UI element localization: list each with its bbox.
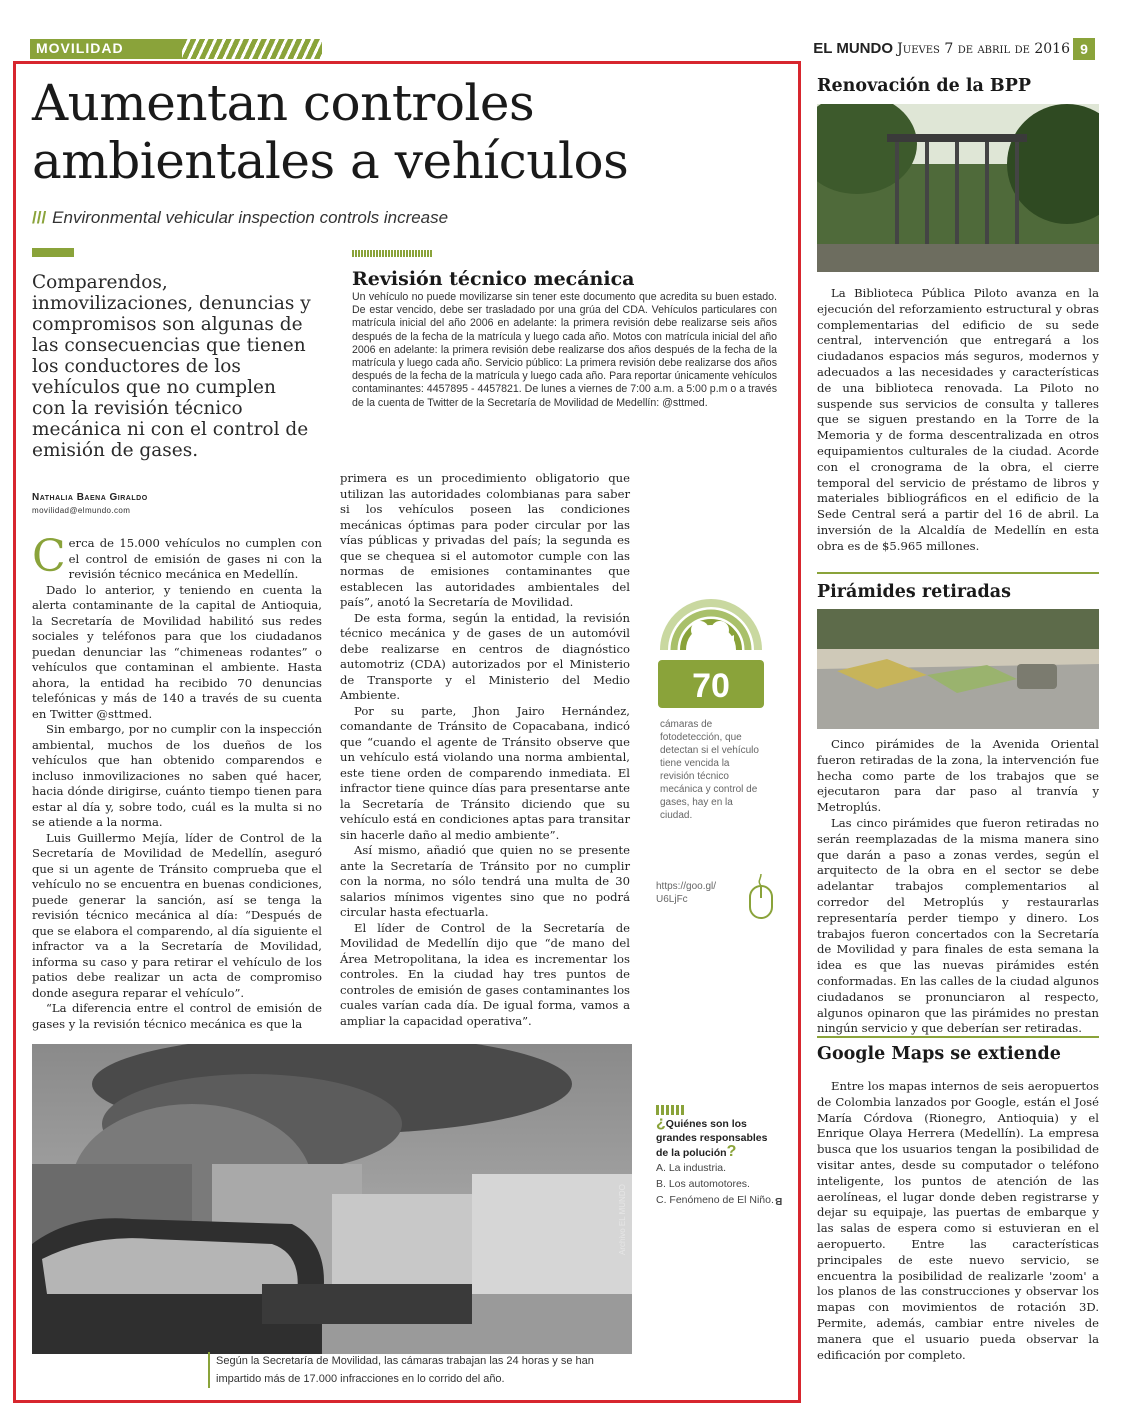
link-line-2[interactable]: U6LjFc [656,894,688,905]
sidebar-text-bpp: La Biblioteca Pública Piloto avanza en la ejecución del reforzamiento estructural y obras complementarias del edificio de su sede central, intervención que entregará a los ciudadanos espacios más seguros, modernos y adecuados a las necesidades y características de una biblioteca renovada. La Piloto no suspende sus servicios de consulta y talleres que se siguen prestando en la Torre de la Memoria y de forma descentralizada en otros equipamientos culturales de la ciudad. Acorde con el cronograma de la obra, el cierre temporal del servicio de préstamo de libros y materiales bibliográficos en el edificio de la Sede Central será a partir del 16 de abril. La inversión de la Alcaldía de Medellín en esta obra es de $5.965 millones. [817,286,1099,553]
article-paragraph: El líder de Control de la Secretaría de Movilidad de Medellín dijo que “de mano del Área Metropolitana, la idea es incrementar los controles. En la ciudad hay tres puntos de controles de emisión de gases contaminantes los cuales varían cada día. De igual forma, vamos a ampliar la capacidad operativa”. [340,920,630,1028]
library-photo [817,104,1099,272]
subtitle [32,208,448,228]
article-paragraph: “La diferencia entre el control de emisión de gases y la revisión técnico mecánica es que la [32,1001,322,1031]
article-paragraph: Por su parte, Jhon Jairo Hernández, comandante de Tránsito de Copacabana, indicó que “cuando el agente de Tránsito observe que un vehículo está violando una norma ambiental, este tiene orden de comparendo inmediata. El infractor tiene quince días para presentarse ante la Secretaría de Tránsito diciendo que su vehículo está en condiciones aptas para transitar sin hacerle daño al medio ambiente”. [340,703,630,842]
quiz-option: C. Fenómeno de El Niño. B [656,1194,782,1206]
camera-count: 70 [692,667,730,705]
section-banner [30,39,322,59]
subtitle-text: Environmental vehicular inspection controls increase [52,208,449,227]
quiz-box [656,1102,782,1208]
page-number: 9 [1073,38,1095,60]
subtitle-slashes: /// [32,208,47,227]
sidebar-title-piramides: Pirámides retiradas [817,582,1011,602]
infographic-link[interactable] [656,880,716,906]
camera-icon [691,621,734,653]
quiz-option: B. Los automotores. [656,1178,750,1190]
link-line-1[interactable]: https://goo.gl/ [656,881,717,892]
article-paragraph: De esta forma, según la entidad, la revisión técnico mecánica y de gases de un automóvil debe realizarse en centros de diagnóstico automotriz (CDA) autorizados por el Ministerio de Transporte y el Ministerio del Medio Ambiente. [340,610,630,702]
mouse-icon [747,872,775,920]
headline [32,74,772,190]
sidebar-title-google-maps: Google Maps se extiende [817,1044,1061,1064]
headline-line-2: ambientales a vehículos [32,132,629,190]
article-column-1 [32,531,322,1032]
article-paragraph: Luis Guillermo Mejía, líder de Control de la Secretaría de Movilidad de Medellín, aseguró que si un agente de Tránsito comprueba que el vehículo no se encuentra en buenas condiciones, puede generar la sanción, así se tenga la revisión técnico mecánica al día: “Después de que se elabora el comparendo, al día siguiente el infractor va a la Secretaría de Movilidad, informa su caso y para retirar el vehículo de los patios debe realizar un acta de compromiso donde asegura reparar el vehículo”. [32,830,322,1000]
sidebar-text-piramides: Cinco pirámides de la Avenida Oriental fueron retiradas de la zona, la intervención fue hecha como parte de los trabajos que se ejecutaron para dar paso al tranvía y Metroplús. Las cinco pirámides que fueron retiradas no serán reemplazadas de la misma manera sino que darán a paso a zonas verdes, según el arquitecto de la obra en el sector se debe adelantar trabajos complementarios al corredor del Metroplús y restaurarlas representaría perder tiempo y dinero. Los trabajos fueron concertados con la Secretaría de Movilidad y para finales de esta semana la idea es que las nuevas pirámides estén conformadas. En las calles de la ciudad algunos ciudadanos se pronunciaron al respecto, algunos opinaron que las pirámides no prestan ningún servicio y que deberían ser retiradas. [817,737,1099,1036]
section-label: MOVILIDAD [36,40,124,56]
box-text: Un vehículo no puede movilizarse sin tener este documento que acredita su buen estado. De estar vencido, debe ser trasladado por una grúa del CDA. Vehículos particulares con matrícula inicial del año 2006 en adelante: la primera revisión debe realizarse seis años después de la fecha de la matrícula y luego cada año. Motos con matrícula inicial del año 2006 en adelante: la primera revisión debe realizarse dos años después de la fecha de la matrícula y luego cada año. Servicio público: La primera revisión debe realizarse dos años después de la fecha de la matrícula y luego cada año. Para reportar únicamente vehículos contaminantes: 4457895 - 4457821. De lunes a viernes de 7:00 a.m. a 5:00 p.m o a través de la cuenta de Twitter de la Secretaría de Movilidad de Medellín: @sttmed. [352,291,777,409]
author-email: movilidad@elmundo.com [32,506,131,515]
camera-caption: cámaras de fotodetección, que detectan si el vehículo tiene vencida la revisión técnico mecánica y control de gases, hay en la ciudad. [660,719,759,821]
quiz-option: A. La industria. [656,1162,727,1174]
issue-date: Jueves 7 de abril de 2016 [897,41,1070,57]
box-rule [352,250,432,257]
box-title: Revisión técnico mecánica [352,268,635,290]
sidebar-divider [817,572,1099,574]
sidebar-title-bpp: Renovación de la BPP [817,76,1032,96]
article-paragraph: Cerca de 15.000 vehículos no cumplen con el control de emisión de gases ni con la revisión técnico mecánica en Medellín. [32,531,322,582]
paper-name: EL MUNDO [813,40,893,57]
camera-infographic [650,580,772,710]
quiz-deco [656,1102,782,1116]
street-photo [817,609,1099,729]
sidebar-text-google-maps: Entre los mapas internos de seis aeropuertos de Colombia lanzados por Google, están el José María Córdova (Rionegro, Antioquia) y el Enrique Olaya Herrera (Medellín). La empresa busca que los usuarios tengan la posibilidad de visitar antes, desde su computador o teléfono inteligente, los puntos de atención de las aerolíneas, el lugar donde deben registrarse y dejar su equipaje, las puertas de embarque y las salas de espera como si estuvieran en el aeropuerto. Entre las características principales de este nuevo servicio, se encuentra la posibilidad de realizarle 'zoom' a los planos de las construcciones y observar los mapas con movimientos de rotación 3D. Permite, además, cambiar entre niveles de manera que el usuario pueda observar la edificación por completo. [817,1079,1099,1362]
article-paragraph: Dado lo anterior, y teniendo en cuenta la alerta contaminante de la capital de Antioquia, la Secretaría de Movilidad habilitó sus redes sociales y teléfonos para que los ciudadanos puedan denunciar las “chimeneas rodantes” o vehículos que contaminan el ambiente. Hasta ahora, la entidad ha recibido 70 denuncias telefónicas y más de 140 a través de su cuenta en Twitter @sttmed. [32,582,322,721]
photo-credit: Archivo EL MUNDO [618,1184,627,1255]
drop-cap: C [32,531,66,582]
headline-line-1: Aumentan controles [32,74,535,132]
section-hatch [182,39,322,59]
quiz-question: ¿Quiénes son los grandes responsables de la polución? [656,1114,768,1160]
sidebar-divider [817,1036,1099,1038]
article-paragraph: Así mismo, añadió que quien no se presente ante la Secretaría de Tránsito por no cumplir con la norma, no sólo tendrá una multa de 30 salarios mínimos vigentes sino que no podrá circular hasta efectuarla. [340,843,630,919]
deck: Comparendos, inmovilizaciones, denuncias y compromisos son algunas de las consecuencias que tienen los conductores de los vehículos que no cumplen con la revisión técnico mecánica ni con el control de emisión de gases. [32,272,311,461]
byline: Nathalia Baena Giraldo [32,492,148,503]
article-column-2 [340,471,630,1029]
quiz-answer: B [774,1195,782,1206]
article-paragraph: Sin embargo, por no cumplir con la inspección ambiental, muchos de los dueños de los vehículos que han obtenido comparendos e incluso inmovilizaciones no saben qué hacer, hacia dónde dirigirse, cuánto tiempo tienen para estar al día y, sobre todo, cuál es la multa si no se atiende a la norma. [32,722,322,829]
deck-marker [32,248,74,257]
traffic-photo [32,1044,632,1354]
masthead [813,40,1070,57]
photo-caption: Según la Secretaría de Movilidad, las cámaras trabajan las 24 horas y se han impartido más de 17.000 infracciones en lo corrido del año. [208,1352,626,1388]
article-paragraph: primera es un procedimiento obligatorio que utilizan las autoridades colombianas para saber si los vehículos poseen las condiciones mecánicas óptimas para poder circular por las vías públicas y privadas del país; la segunda es que se chequea si el automotor cumple con las normas de emisiones contaminantes que establecen las autoridades ambientales del país”, anotó la Secretaría de Movilidad. [340,471,630,609]
